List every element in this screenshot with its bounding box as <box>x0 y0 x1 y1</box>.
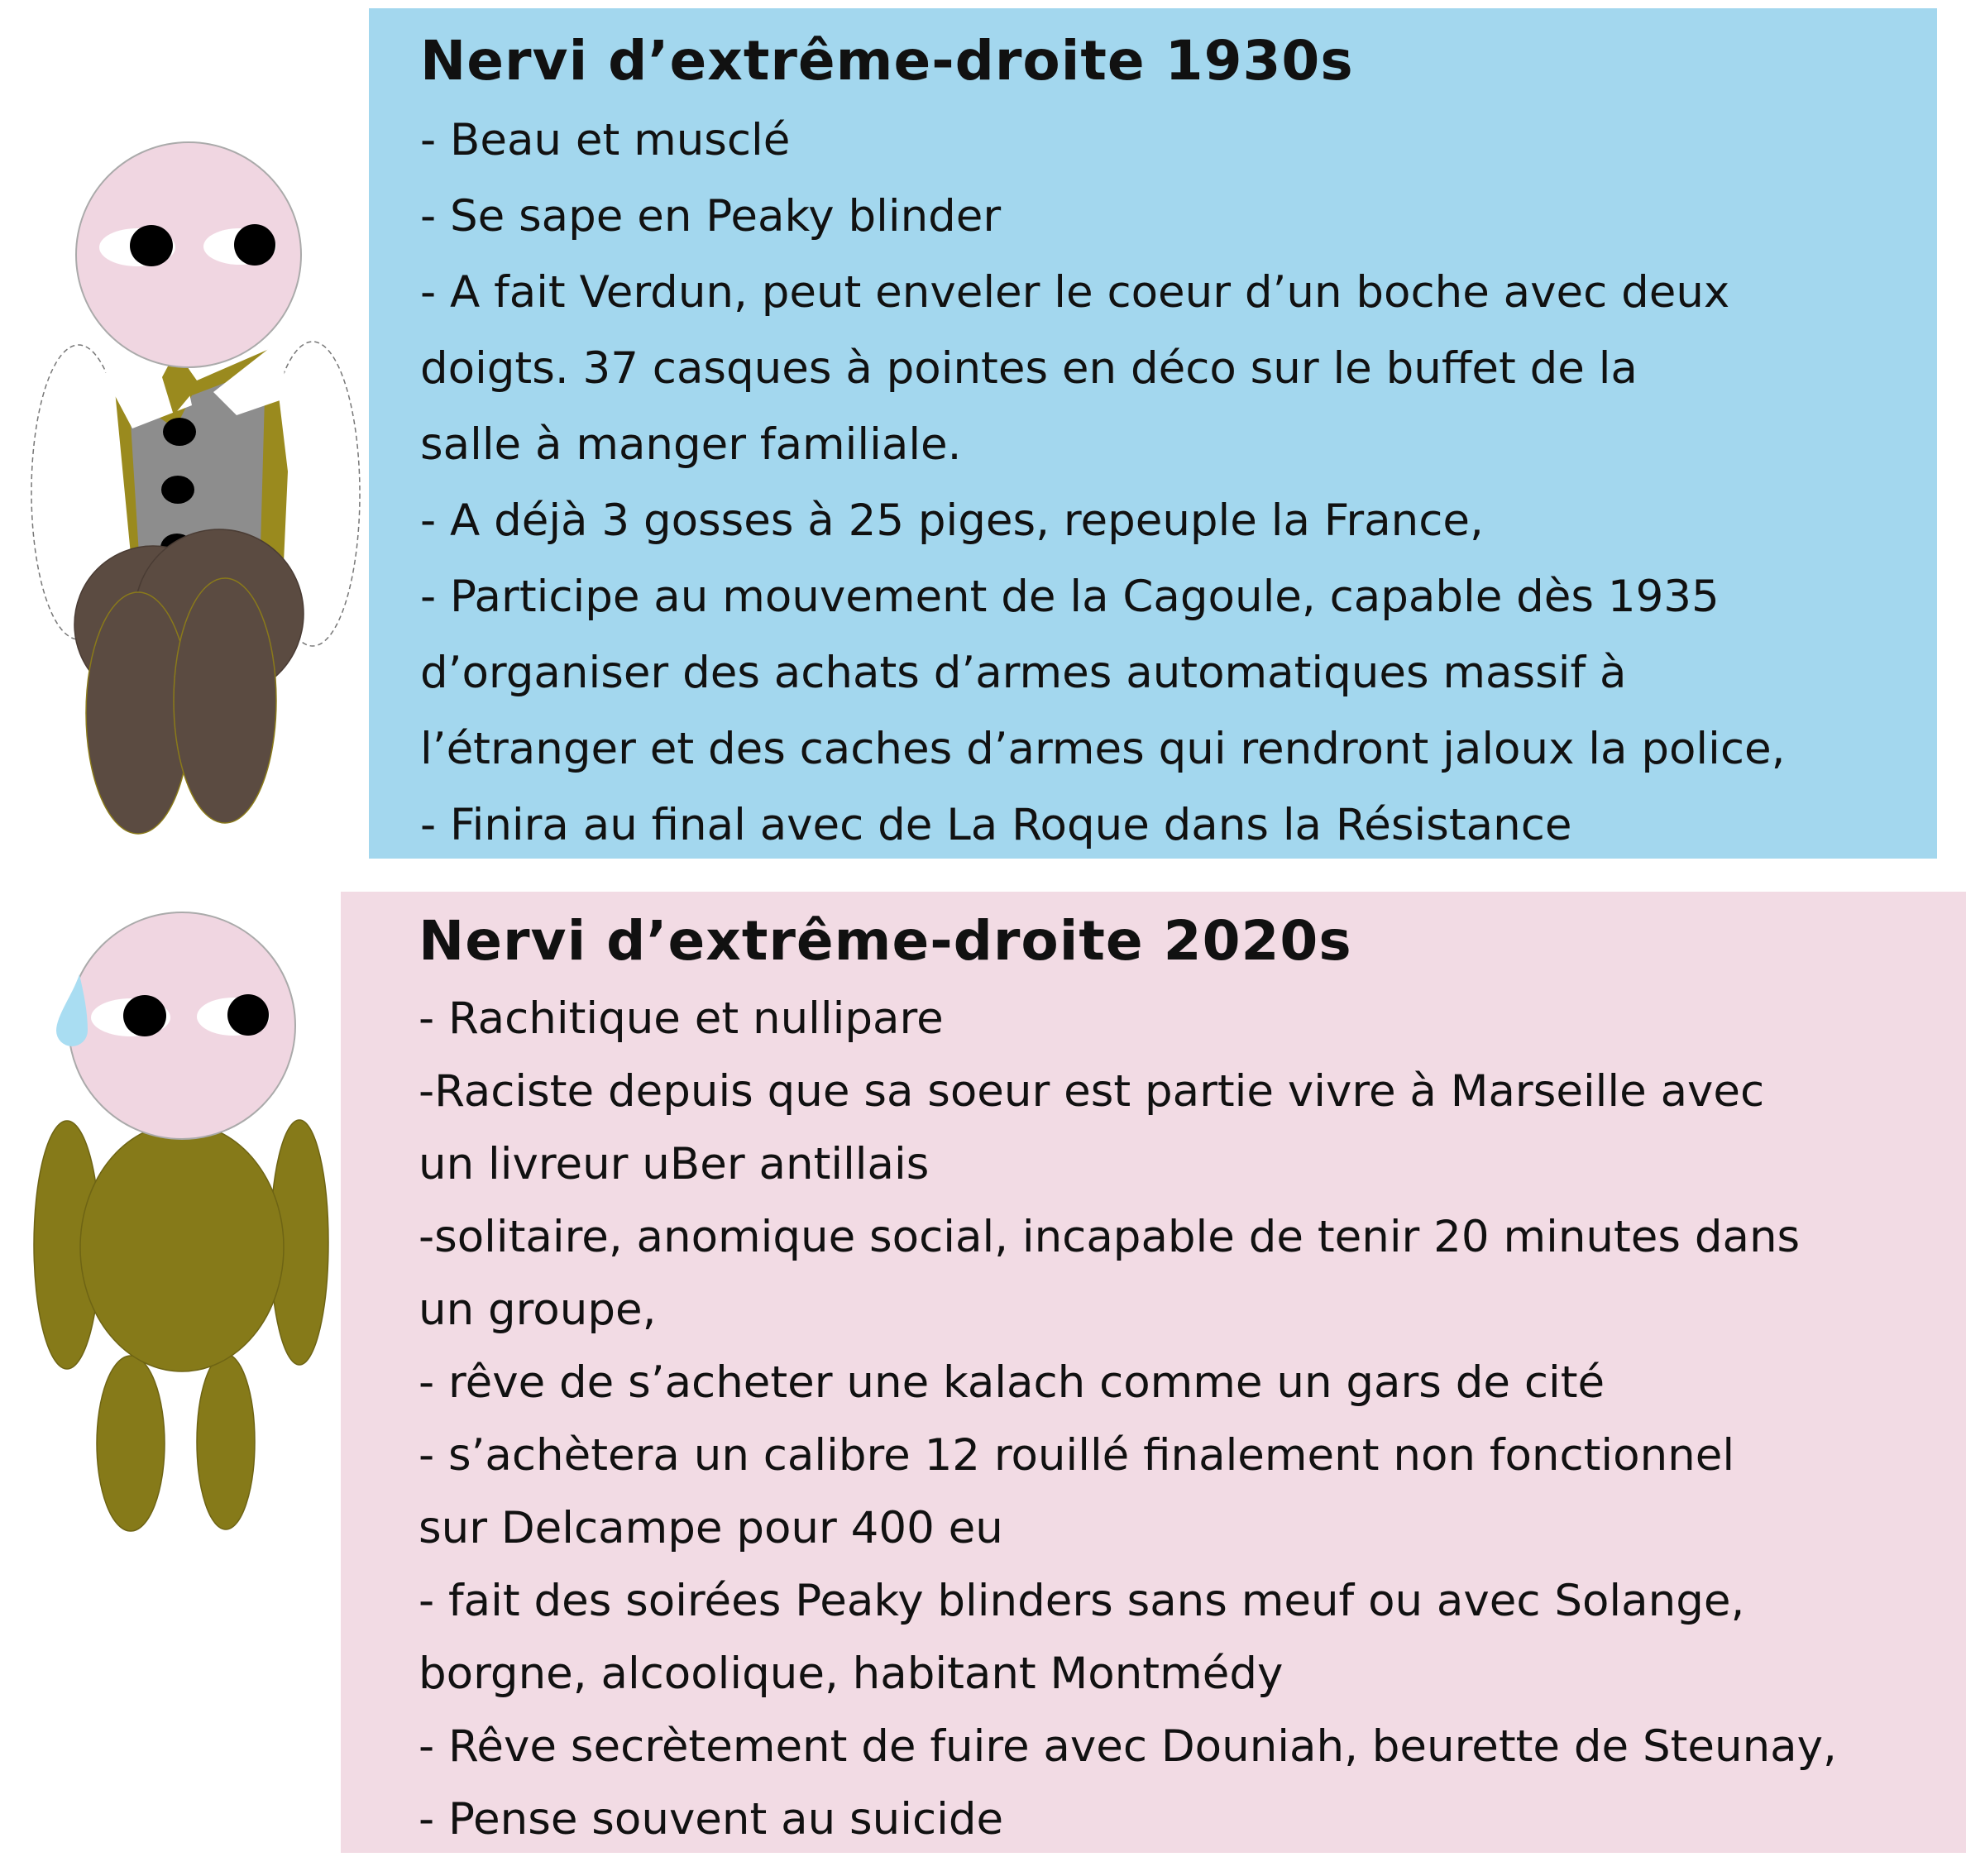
leg-right <box>174 578 276 823</box>
text-line: un groupe, <box>419 1285 657 1335</box>
panel-text-1930s <box>420 103 1912 859</box>
text-line: - fait des soirées Peaky blinders sans meuf ou avec Solange, <box>419 1576 1745 1626</box>
text-line: salle à manger familiale. <box>420 419 962 470</box>
panel-2020s <box>341 892 1966 1853</box>
text-line: doigts. 37 casques à pointes en déco sur le buffet de la <box>420 343 1638 394</box>
pupil-right <box>227 994 269 1036</box>
text-line: - A déjà 3 gosses à 25 piges, repeuple la France, <box>420 495 1484 546</box>
text-line: - Beau et musclé <box>420 115 791 165</box>
text-line: -Raciste depuis que sa soeur est partie vivre à Marseille avec <box>419 1066 1765 1117</box>
text-line: -solitaire, anomique social, incapable de tenir 20 minutes dans <box>419 1212 1801 1262</box>
text-line: - Rêve secrètement de fuire avec Douniah, beurette de Steunay, <box>419 1721 1837 1772</box>
text-line: sur Delcampe pour 400 eu <box>419 1503 1003 1553</box>
text-line: d’organiser des achats d’armes automatiques massif à <box>420 648 1627 698</box>
character-2020s <box>0 893 372 1555</box>
text-line: - Finira au final avec de La Roque dans la Résistance <box>420 800 1572 850</box>
leg-right <box>197 1354 255 1529</box>
pupil-left <box>130 225 173 266</box>
panel-text-2020s <box>419 983 1946 1853</box>
character-1930s <box>0 124 372 869</box>
vest-button <box>163 418 196 446</box>
panel-1930s <box>369 8 1937 859</box>
text-line: - A fait Verdun, peut enveler le coeur d’un boche avec deux <box>420 267 1730 318</box>
vest-button <box>161 476 194 504</box>
text-line: - rêve de s’acheter une kalach comme un gars de cité <box>419 1357 1605 1408</box>
leg-left <box>97 1356 165 1531</box>
text-line: - Se sape en Peaky blinder <box>420 191 1002 242</box>
panel-title-2020s: Nervi d’extrême-droite 2020s <box>419 909 1352 973</box>
text-line: - Participe au mouvement de la Cagoule, capable dès 1935 <box>420 572 1720 622</box>
text-line: borgne, alcoolique, habitant Montmédy <box>419 1649 1284 1699</box>
panel-title-1930s: Nervi d’extrême-droite 1930s <box>420 29 1354 93</box>
text-line: - Rachitique et nullipare <box>419 993 944 1044</box>
pupil-left <box>123 995 166 1036</box>
text-line: - Pense souvent au suicide <box>419 1794 1004 1845</box>
text-line: l’étranger et des caches d’armes qui rendront jaloux la police, <box>420 724 1786 774</box>
text-line: un livreur uBer antillais <box>419 1139 930 1189</box>
body <box>80 1123 284 1371</box>
text-line: - s’achètera un calibre 12 rouillé finalement non fonctionnel <box>419 1430 1735 1481</box>
pupil-right <box>234 224 275 266</box>
